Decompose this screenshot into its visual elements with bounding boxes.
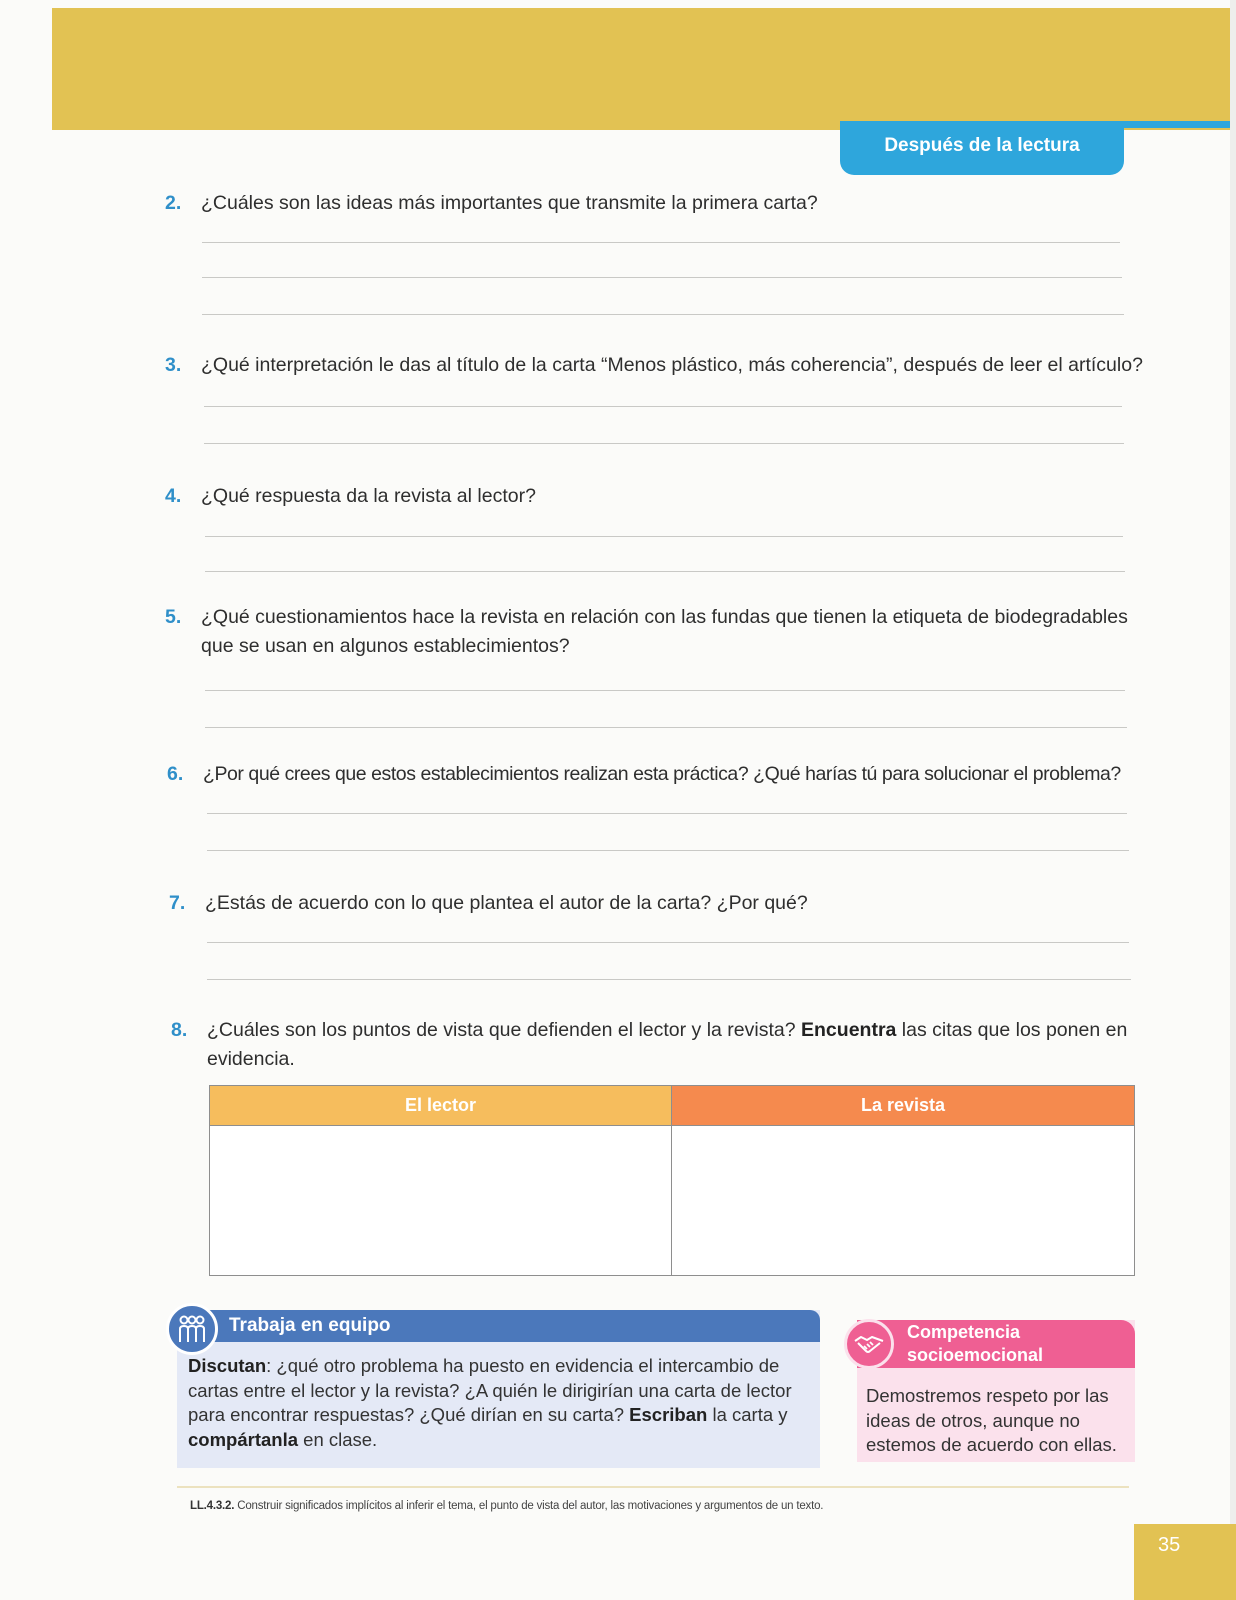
question-text: ¿Qué cuestionamientos hace la revista en relación con las fundas que tienen la etiqueta de biodegradables que se usan en algunos establecimientos?	[201, 606, 1128, 657]
answer-line[interactable]	[207, 850, 1129, 851]
question-number: 7.	[169, 892, 186, 914]
table-cell-lector[interactable]	[210, 1126, 672, 1275]
page-edge	[1230, 0, 1236, 1600]
answer-line[interactable]	[202, 314, 1124, 315]
question-7	[169, 889, 1139, 918]
curriculum-text: Construir significados implícitos al inferir el tema, el punto de vista del autor, las motivaciones y argumentos de un texto.	[237, 1500, 824, 1512]
footer-divider	[177, 1486, 1129, 1488]
answer-line[interactable]	[205, 536, 1123, 537]
question-text-part: ¿Cuáles son los puntos de vista que defienden el lector y la revista?	[207, 1019, 796, 1041]
question-8	[171, 1016, 1141, 1074]
keyword: compártanla	[188, 1428, 299, 1450]
answer-line[interactable]	[202, 242, 1120, 243]
question-4	[165, 482, 1135, 511]
answer-line[interactable]	[204, 406, 1122, 407]
table-header-lector	[210, 1086, 672, 1126]
curriculum-note	[190, 1500, 1090, 1512]
answer-line[interactable]	[207, 813, 1127, 814]
keyword: Escriban	[629, 1404, 708, 1425]
question-number: 2.	[165, 192, 182, 214]
handshake-icon	[844, 1319, 894, 1369]
team-people-icon	[166, 1303, 218, 1355]
page-number: 35	[1158, 1534, 1181, 1556]
points-of-view-table	[209, 1085, 1135, 1276]
competencia-header	[857, 1320, 1135, 1368]
header-band	[52, 8, 1230, 130]
keyword: Discutan	[188, 1355, 267, 1376]
question-number: 8.	[171, 1019, 188, 1041]
question-5	[165, 603, 1140, 661]
keyword: Encuentra	[801, 1019, 897, 1041]
curriculum-code: LL.4.3.2.	[190, 1500, 235, 1512]
team-work-text	[188, 1354, 798, 1452]
answer-line[interactable]	[204, 443, 1124, 444]
team-text-part: : ¿qué otro problema ha puesto en evidencia el intercambio de cartas entre el lector y la revista? ¿A quién le dirigirían una carta de lector para encontrar respuestas? ¿Qué dirían en su carta?	[188, 1355, 792, 1425]
team-work-header	[177, 1310, 820, 1342]
question-2	[165, 189, 1135, 218]
answer-line[interactable]	[202, 277, 1122, 278]
question-3	[165, 351, 1145, 380]
section-tab-label: Después de la lectura	[884, 135, 1080, 156]
question-text: ¿Qué interpretación le das al título de la carta “Menos plástico, más coherencia”, después de leer el artículo?	[201, 354, 1143, 376]
question-number: 5.	[165, 606, 182, 628]
table-cell-revista[interactable]	[672, 1126, 1134, 1275]
question-text: ¿Por qué crees que estos establecimientos realizan esta práctica? ¿Qué harías tú para solucionar el problema?	[203, 763, 1121, 785]
question-number: 6.	[167, 763, 184, 785]
competencia-title: Competencia socioemocional	[907, 1322, 1044, 1365]
section-tab	[840, 121, 1124, 175]
question-text-part: las citas que los ponen en evidencia.	[207, 1019, 1128, 1070]
answer-line[interactable]	[207, 942, 1129, 943]
table-header-label: La revista	[860, 1095, 946, 1115]
question-text	[207, 1016, 1141, 1074]
table-header-revista	[672, 1086, 1134, 1126]
question-number: 4.	[165, 485, 182, 507]
team-text-part: en clase.	[303, 1428, 378, 1450]
answer-line[interactable]	[205, 727, 1127, 728]
question-text: ¿Cuáles son las ideas más importantes que transmite la primera carta?	[201, 192, 818, 214]
team-work-title: Trabaja en equipo	[229, 1315, 391, 1336]
question-text: ¿Estás de acuerdo con lo que plantea el autor de la carta? ¿Por qué?	[205, 892, 808, 914]
answer-line[interactable]	[207, 979, 1131, 980]
answer-line[interactable]	[205, 690, 1125, 691]
question-text: ¿Qué respuesta da la revista al lector?	[201, 485, 536, 507]
page-number-box	[1134, 1524, 1236, 1600]
question-number: 3.	[165, 354, 182, 376]
team-text-part: la carta y	[712, 1404, 788, 1425]
question-6	[167, 760, 1142, 789]
competencia-text: Demostremos respeto por las ideas de otros, aunque no estemos de acuerdo con ellas.	[866, 1385, 1117, 1455]
answer-line[interactable]	[205, 571, 1125, 572]
table-header-label: El lector	[404, 1095, 477, 1115]
